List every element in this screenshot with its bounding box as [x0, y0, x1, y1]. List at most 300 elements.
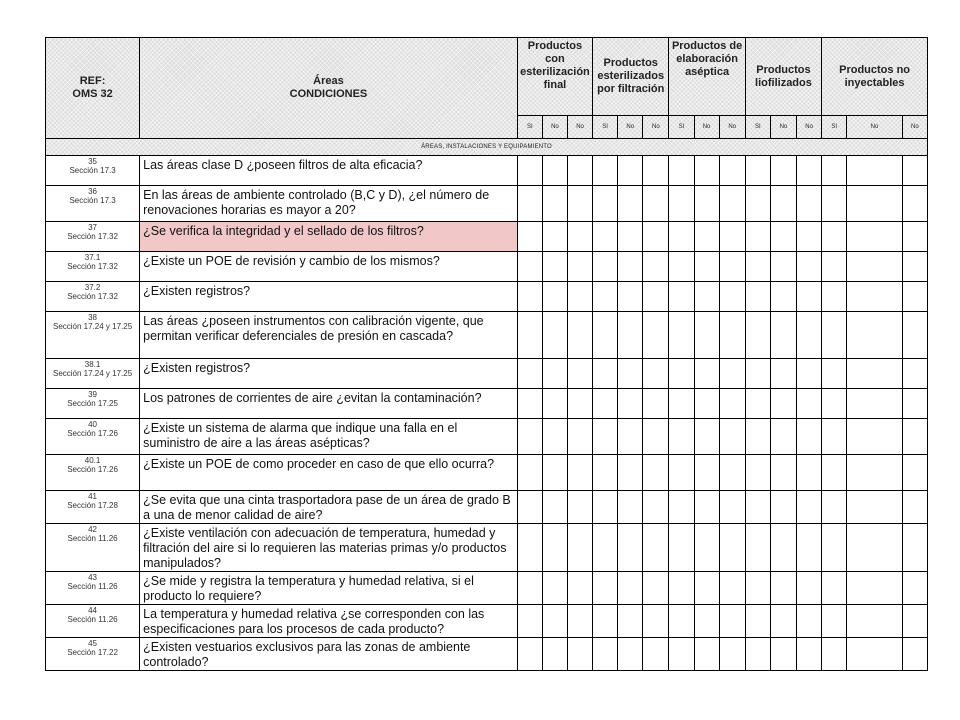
answer-checkbox[interactable] [770, 638, 796, 671]
answer-checkbox[interactable] [822, 252, 847, 282]
answer-checkbox[interactable] [643, 455, 669, 491]
answer-checkbox[interactable] [847, 638, 902, 671]
answer-checkbox[interactable] [643, 524, 669, 572]
answer-checkbox[interactable] [517, 312, 542, 359]
answer-checkbox[interactable] [542, 312, 567, 359]
ref-section: Sección 17.24 y 17.25 [52, 322, 133, 331]
question-cell: ¿Existen registros? [140, 359, 518, 389]
answer-checkbox[interactable] [542, 156, 567, 186]
answer-checkbox[interactable] [694, 222, 719, 252]
answer-checkbox[interactable] [669, 455, 694, 491]
answer-checkbox[interactable] [797, 419, 822, 455]
answer-checkbox[interactable] [745, 186, 770, 222]
answer-checkbox[interactable] [669, 312, 694, 359]
ref-cell [46, 282, 140, 312]
ref-section: Sección 17.26 [67, 429, 118, 438]
question-cell: En las áreas de ambiente controlado (B,C y D), ¿el número de renovaciones horarias es mayor a 20? [140, 186, 518, 222]
answer-checkbox[interactable] [719, 605, 745, 638]
table-row [46, 389, 928, 419]
answer-checkbox[interactable] [517, 419, 542, 455]
answer-checkbox[interactable] [822, 419, 847, 455]
answer-checkbox[interactable] [822, 455, 847, 491]
answer-checkbox[interactable] [797, 252, 822, 282]
answer-checkbox[interactable] [770, 222, 796, 252]
answer-checkbox[interactable] [719, 389, 745, 419]
answer-checkbox[interactable] [902, 252, 927, 282]
answer-checkbox[interactable] [902, 359, 927, 389]
answer-checkbox[interactable] [847, 605, 902, 638]
answer-checkbox[interactable] [567, 186, 592, 222]
answer-checkbox[interactable] [797, 455, 822, 491]
answer-checkbox[interactable] [669, 638, 694, 671]
answer-checkbox[interactable] [770, 156, 796, 186]
ref-number: 42 [88, 525, 98, 534]
answer-checkbox[interactable] [902, 455, 927, 491]
answer-checkbox[interactable] [745, 491, 770, 524]
ref-number: 37 [88, 223, 98, 232]
option-header: No [719, 116, 745, 139]
answer-checkbox[interactable] [847, 282, 902, 312]
answer-checkbox[interactable] [770, 605, 796, 638]
checklist-table [45, 37, 928, 671]
answer-checkbox[interactable] [902, 491, 927, 524]
answer-checkbox[interactable] [770, 455, 796, 491]
answer-checkbox[interactable] [643, 252, 669, 282]
answer-checkbox[interactable] [847, 222, 902, 252]
answer-checkbox[interactable] [902, 605, 927, 638]
answer-checkbox[interactable] [902, 186, 927, 222]
answer-checkbox[interactable] [593, 359, 618, 389]
answer-checkbox[interactable] [719, 252, 745, 282]
answer-checkbox[interactable] [669, 491, 694, 524]
ref-cell [46, 638, 140, 671]
answer-checkbox[interactable] [643, 491, 669, 524]
ref-label: REF: [79, 75, 106, 87]
answer-checkbox[interactable] [593, 455, 618, 491]
answer-checkbox[interactable] [719, 455, 745, 491]
answer-checkbox[interactable] [694, 389, 719, 419]
answer-checkbox[interactable] [567, 282, 592, 312]
ref-cell [46, 312, 140, 359]
answer-checkbox[interactable] [847, 389, 902, 419]
answer-checkbox[interactable] [719, 491, 745, 524]
answer-checkbox[interactable] [618, 419, 643, 455]
answer-checkbox[interactable] [694, 491, 719, 524]
answer-checkbox[interactable] [745, 638, 770, 671]
question-cell: Las áreas ¿poseen instrumentos con calibración vigente, que permitan verificar deferenciales de presión en cascada? [140, 312, 518, 359]
answer-checkbox[interactable] [593, 312, 618, 359]
answer-checkbox[interactable] [542, 524, 567, 572]
answer-checkbox[interactable] [517, 222, 542, 252]
areas-label: Áreas [313, 75, 344, 87]
ref-cell [46, 572, 140, 605]
answer-checkbox[interactable] [643, 419, 669, 455]
answer-checkbox[interactable] [745, 419, 770, 455]
answer-checkbox[interactable] [669, 252, 694, 282]
answer-checkbox[interactable] [618, 252, 643, 282]
answer-checkbox[interactable] [719, 222, 745, 252]
answer-checkbox[interactable] [593, 389, 618, 419]
answer-checkbox[interactable] [694, 524, 719, 572]
ref-number: 40.1 [84, 456, 101, 465]
answer-checkbox[interactable] [567, 312, 592, 359]
answer-checkbox[interactable] [694, 252, 719, 282]
option-header: SI [745, 116, 770, 139]
answer-checkbox[interactable] [618, 524, 643, 572]
option-header: No [847, 116, 902, 139]
answer-checkbox[interactable] [797, 156, 822, 186]
answer-checkbox[interactable] [618, 455, 643, 491]
answer-checkbox[interactable] [517, 156, 542, 186]
answer-checkbox[interactable] [847, 419, 902, 455]
answer-checkbox[interactable] [694, 638, 719, 671]
answer-checkbox[interactable] [517, 389, 542, 419]
ref-standard: OMS 32 [72, 88, 113, 100]
answer-checkbox[interactable] [797, 638, 822, 671]
answer-checkbox[interactable] [719, 419, 745, 455]
table-row [46, 572, 928, 605]
answer-checkbox[interactable] [542, 419, 567, 455]
answer-checkbox[interactable] [847, 156, 902, 186]
answer-checkbox[interactable] [618, 605, 643, 638]
table-row [46, 252, 928, 282]
answer-checkbox[interactable] [643, 282, 669, 312]
question-cell: ¿Se mide y registra la temperatura y humedad relativa, si el producto lo requiere? [140, 572, 518, 605]
answer-checkbox[interactable] [593, 282, 618, 312]
answer-checkbox[interactable] [694, 572, 719, 605]
answer-checkbox[interactable] [669, 605, 694, 638]
answer-checkbox[interactable] [517, 186, 542, 222]
answer-checkbox[interactable] [902, 282, 927, 312]
answer-checkbox[interactable] [822, 389, 847, 419]
answer-checkbox[interactable] [517, 252, 542, 282]
answer-checkbox[interactable] [643, 186, 669, 222]
question-cell: ¿Existe ventilación con adecuación de temperatura, humedad y filtración del aire si lo requieren las materias primas y/o productos manipulados? [140, 524, 518, 572]
answer-checkbox[interactable] [902, 638, 927, 671]
answer-checkbox[interactable] [822, 572, 847, 605]
ref-section: Sección 17.26 [67, 465, 118, 474]
answer-checkbox[interactable] [797, 572, 822, 605]
ref-number: 37.2 [84, 283, 101, 292]
answer-checkbox[interactable] [517, 455, 542, 491]
answer-checkbox[interactable] [643, 156, 669, 186]
answer-checkbox[interactable] [669, 572, 694, 605]
table-row [46, 186, 928, 222]
answer-checkbox[interactable] [542, 605, 567, 638]
answer-checkbox[interactable] [643, 638, 669, 671]
answer-checkbox[interactable] [593, 222, 618, 252]
answer-checkbox[interactable] [770, 524, 796, 572]
answer-checkbox[interactable] [542, 491, 567, 524]
answer-checkbox[interactable] [902, 156, 927, 186]
answer-checkbox[interactable] [593, 605, 618, 638]
answer-checkbox[interactable] [517, 282, 542, 312]
answer-checkbox[interactable] [669, 359, 694, 389]
answer-checkbox[interactable] [719, 572, 745, 605]
ref-cell [46, 156, 140, 186]
answer-checkbox[interactable] [567, 605, 592, 638]
answer-checkbox[interactable] [770, 282, 796, 312]
answer-checkbox[interactable] [517, 638, 542, 671]
table-row [46, 282, 928, 312]
answer-checkbox[interactable] [694, 419, 719, 455]
answer-checkbox[interactable] [694, 156, 719, 186]
answer-checkbox[interactable] [770, 186, 796, 222]
option-header: SI [822, 116, 847, 139]
answer-checkbox[interactable] [770, 359, 796, 389]
answer-checkbox[interactable] [902, 389, 927, 419]
option-header: No [902, 116, 927, 139]
answer-checkbox[interactable] [542, 282, 567, 312]
answer-checkbox[interactable] [517, 524, 542, 572]
answer-checkbox[interactable] [770, 389, 796, 419]
question-cell: ¿Existen registros? [140, 282, 518, 312]
answer-checkbox[interactable] [745, 359, 770, 389]
answer-checkbox[interactable] [567, 419, 592, 455]
answer-checkbox[interactable] [643, 359, 669, 389]
answer-checkbox[interactable] [694, 282, 719, 312]
answer-checkbox[interactable] [770, 252, 796, 282]
answer-checkbox[interactable] [669, 419, 694, 455]
question-cell: ¿Existe un sistema de alarma que indique una falla en el suministro de aire a las áreas asépticas? [140, 419, 518, 455]
answer-checkbox[interactable] [797, 282, 822, 312]
answer-checkbox[interactable] [567, 638, 592, 671]
ref-header [46, 38, 140, 139]
answer-checkbox[interactable] [567, 222, 592, 252]
ref-section: Sección 17.32 [67, 292, 118, 301]
answer-checkbox[interactable] [593, 156, 618, 186]
answer-checkbox[interactable] [847, 572, 902, 605]
answer-checkbox[interactable] [847, 455, 902, 491]
answer-checkbox[interactable] [797, 222, 822, 252]
answer-checkbox[interactable] [745, 222, 770, 252]
answer-checkbox[interactable] [618, 312, 643, 359]
answer-checkbox[interactable] [797, 389, 822, 419]
answer-checkbox[interactable] [822, 186, 847, 222]
answer-checkbox[interactable] [745, 282, 770, 312]
answer-checkbox[interactable] [745, 524, 770, 572]
answer-checkbox[interactable] [847, 186, 902, 222]
answer-checkbox[interactable] [669, 156, 694, 186]
answer-checkbox[interactable] [745, 312, 770, 359]
answer-checkbox[interactable] [902, 572, 927, 605]
answer-checkbox[interactable] [618, 572, 643, 605]
option-header: SI [669, 116, 694, 139]
answer-checkbox[interactable] [618, 282, 643, 312]
answer-checkbox[interactable] [902, 524, 927, 572]
table-row [46, 638, 928, 671]
answer-checkbox[interactable] [542, 638, 567, 671]
answer-checkbox[interactable] [745, 389, 770, 419]
answer-checkbox[interactable] [567, 156, 592, 186]
answer-checkbox[interactable] [797, 491, 822, 524]
answer-checkbox[interactable] [669, 389, 694, 419]
answer-checkbox[interactable] [542, 389, 567, 419]
answer-checkbox[interactable] [669, 282, 694, 312]
option-header: No [797, 116, 822, 139]
answer-checkbox[interactable] [822, 491, 847, 524]
answer-checkbox[interactable] [643, 389, 669, 419]
answer-checkbox[interactable] [847, 491, 902, 524]
ref-number: 44 [88, 606, 98, 615]
answer-checkbox[interactable] [542, 359, 567, 389]
answer-checkbox[interactable] [770, 572, 796, 605]
answer-checkbox[interactable] [593, 572, 618, 605]
ref-section: Sección 17.25 [67, 399, 118, 408]
ref-number: 40 [88, 420, 98, 429]
answer-checkbox[interactable] [694, 455, 719, 491]
ref-section: Sección 17.3 [69, 196, 116, 205]
answer-checkbox[interactable] [745, 572, 770, 605]
answer-checkbox[interactable] [593, 491, 618, 524]
answer-checkbox[interactable] [770, 312, 796, 359]
ref-number: 35 [88, 157, 98, 166]
answer-checkbox[interactable] [770, 419, 796, 455]
group-header-terminal-sterilization: Productos con esterilización final [517, 38, 592, 116]
answer-checkbox[interactable] [797, 312, 822, 359]
answer-checkbox[interactable] [567, 572, 592, 605]
answer-checkbox[interactable] [822, 282, 847, 312]
ref-cell [46, 491, 140, 524]
answer-checkbox[interactable] [847, 359, 902, 389]
answer-checkbox[interactable] [694, 605, 719, 638]
answer-checkbox[interactable] [822, 638, 847, 671]
answer-checkbox[interactable] [567, 252, 592, 282]
answer-checkbox[interactable] [719, 359, 745, 389]
answer-checkbox[interactable] [517, 605, 542, 638]
answer-checkbox[interactable] [593, 252, 618, 282]
answer-checkbox[interactable] [542, 186, 567, 222]
ref-cell [46, 186, 140, 222]
ref-number: 43 [88, 573, 98, 582]
answer-checkbox[interactable] [694, 312, 719, 359]
answer-checkbox[interactable] [745, 605, 770, 638]
answer-checkbox[interactable] [902, 222, 927, 252]
answer-checkbox[interactable] [542, 455, 567, 491]
group-header-aseptic: Productos de elaboración aséptica [669, 38, 745, 116]
ref-section: Sección 11.26 [67, 615, 118, 624]
option-header: No [770, 116, 796, 139]
answer-checkbox[interactable] [745, 455, 770, 491]
answer-checkbox[interactable] [593, 524, 618, 572]
ref-cell [46, 222, 140, 252]
answer-checkbox[interactable] [797, 605, 822, 638]
answer-checkbox[interactable] [822, 359, 847, 389]
answer-checkbox[interactable] [822, 524, 847, 572]
answer-checkbox[interactable] [822, 156, 847, 186]
ref-section: Sección 17.32 [67, 262, 118, 271]
option-header: No [567, 116, 592, 139]
ref-number: 38.1 [84, 360, 101, 369]
answer-checkbox[interactable] [719, 282, 745, 312]
answer-checkbox[interactable] [847, 524, 902, 572]
answer-checkbox[interactable] [643, 572, 669, 605]
answer-checkbox[interactable] [719, 638, 745, 671]
answer-checkbox[interactable] [593, 638, 618, 671]
answer-checkbox[interactable] [517, 572, 542, 605]
answer-checkbox[interactable] [745, 252, 770, 282]
answer-checkbox[interactable] [669, 186, 694, 222]
option-header: SI [593, 116, 618, 139]
answer-checkbox[interactable] [902, 419, 927, 455]
answer-checkbox[interactable] [719, 312, 745, 359]
answer-checkbox[interactable] [669, 524, 694, 572]
table-row [46, 359, 928, 389]
answer-checkbox[interactable] [618, 638, 643, 671]
answer-checkbox[interactable] [719, 524, 745, 572]
answer-checkbox[interactable] [694, 186, 719, 222]
answer-checkbox[interactable] [719, 186, 745, 222]
group-header-lyophilized: Productos liofilizados [745, 38, 821, 116]
table-row [46, 222, 928, 252]
answer-checkbox[interactable] [542, 572, 567, 605]
question-cell: Los patrones de corrientes de aire ¿evitan la contaminación? [140, 389, 518, 419]
answer-checkbox[interactable] [797, 359, 822, 389]
areas-header [140, 38, 518, 139]
answer-checkbox[interactable] [770, 491, 796, 524]
answer-checkbox[interactable] [822, 605, 847, 638]
answer-checkbox[interactable] [643, 312, 669, 359]
option-header: No [694, 116, 719, 139]
ref-number: 37.1 [84, 253, 101, 262]
option-header: No [618, 116, 643, 139]
question-cell: Las áreas clase D ¿poseen filtros de alta eficacia? [140, 156, 518, 186]
answer-checkbox[interactable] [542, 252, 567, 282]
question-cell: ¿Se verifica la integridad y el sellado de los filtros? [140, 222, 518, 252]
answer-checkbox[interactable] [567, 389, 592, 419]
answer-checkbox[interactable] [902, 312, 927, 359]
table-row [46, 312, 928, 359]
answer-checkbox[interactable] [618, 389, 643, 419]
group-header-non-injectable: Productos no inyectables [822, 38, 928, 116]
answer-checkbox[interactable] [618, 491, 643, 524]
answer-checkbox[interactable] [643, 605, 669, 638]
answer-checkbox[interactable] [694, 359, 719, 389]
answer-checkbox[interactable] [618, 222, 643, 252]
answer-checkbox[interactable] [542, 222, 567, 252]
answer-checkbox[interactable] [643, 222, 669, 252]
answer-checkbox[interactable] [567, 491, 592, 524]
answer-checkbox[interactable] [618, 359, 643, 389]
answer-checkbox[interactable] [719, 156, 745, 186]
question-cell: ¿Se evita que una cinta trasportadora pase de un área de grado B a una de menor calidad de aire? [140, 491, 518, 524]
answer-checkbox[interactable] [847, 312, 902, 359]
answer-checkbox[interactable] [618, 156, 643, 186]
ref-section: Sección 17.32 [67, 232, 118, 241]
answer-checkbox[interactable] [618, 186, 643, 222]
ref-cell [46, 455, 140, 491]
answer-checkbox[interactable] [517, 491, 542, 524]
table-row [46, 156, 928, 186]
question-cell: La temperatura y humedad relativa ¿se corresponden con las especificaciones para los procesos de cada producto? [140, 605, 518, 638]
answer-checkbox[interactable] [593, 419, 618, 455]
answer-checkbox[interactable] [822, 312, 847, 359]
answer-checkbox[interactable] [847, 252, 902, 282]
answer-checkbox[interactable] [567, 524, 592, 572]
answer-checkbox[interactable] [517, 359, 542, 389]
answer-checkbox[interactable] [822, 222, 847, 252]
ref-cell [46, 524, 140, 572]
answer-checkbox[interactable] [567, 359, 592, 389]
answer-checkbox[interactable] [797, 186, 822, 222]
answer-checkbox[interactable] [745, 156, 770, 186]
answer-checkbox[interactable] [797, 524, 822, 572]
answer-checkbox[interactable] [669, 222, 694, 252]
answer-checkbox[interactable] [593, 186, 618, 222]
question-cell: ¿Existen vestuarios exclusivos para las zonas de ambiente controlado? [140, 638, 518, 671]
answer-checkbox[interactable] [567, 455, 592, 491]
ref-section: Sección 11.26 [67, 534, 118, 543]
